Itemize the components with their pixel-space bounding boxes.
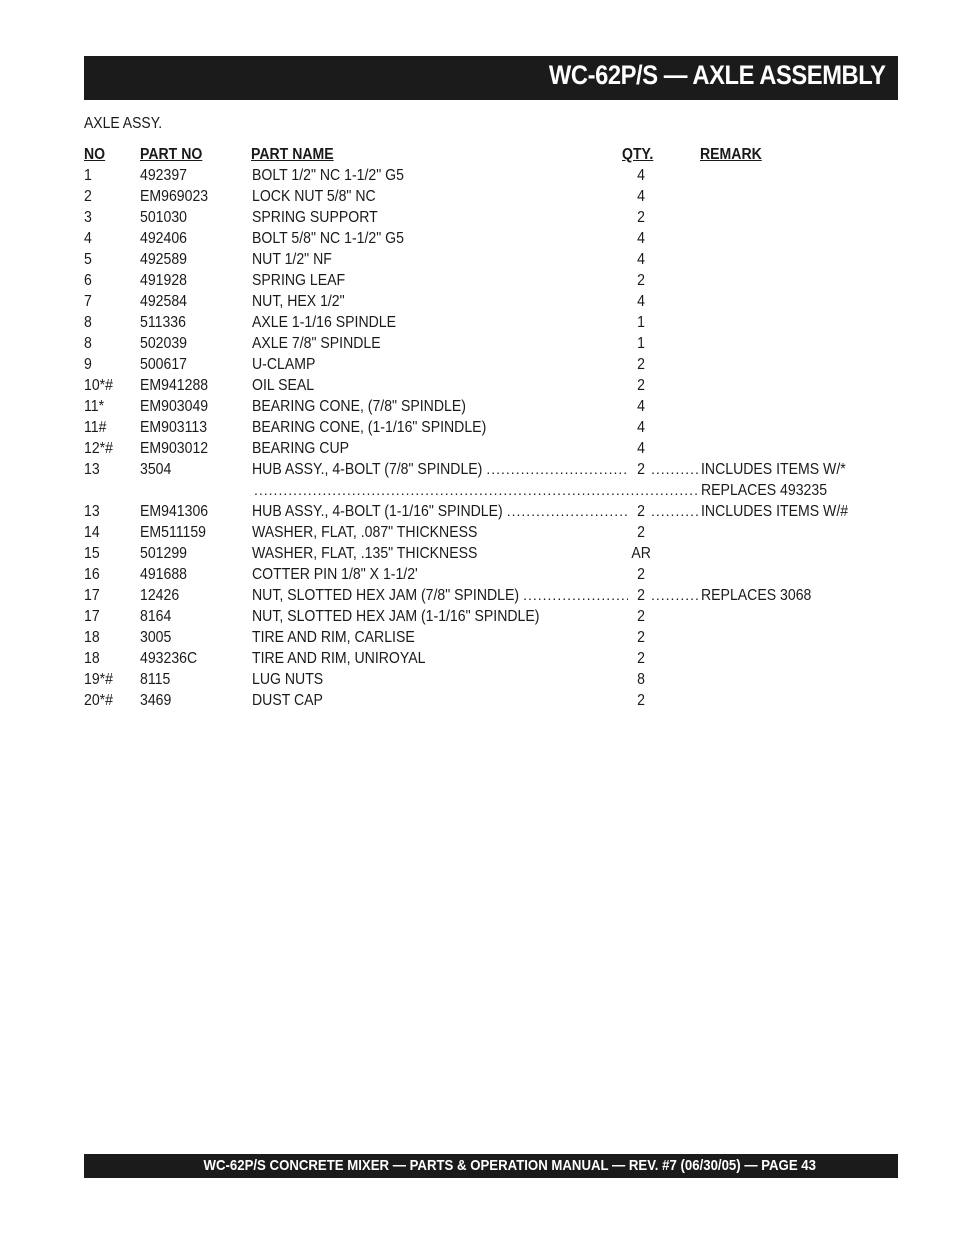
table-row [84, 543, 898, 564]
table-row [84, 480, 898, 501]
part-name: COTTER PIN 1/8" X 1-1/2' [252, 566, 418, 583]
part-no: EM969023 [140, 188, 209, 205]
part-no: 12426 [140, 587, 180, 604]
table-row [84, 396, 898, 417]
part-qty: 2 [637, 503, 645, 520]
part-no: 492589 [140, 251, 187, 268]
part-qty: 2 [637, 566, 645, 583]
part-no: 3469 [140, 692, 172, 709]
part-qty: 2 [637, 461, 645, 478]
footer-text: WC-62P/S CONCRETE MIXER — PARTS & OPERATION MANUAL — REV. #7 (06/30/05) — PAGE 43 [203, 1157, 816, 1174]
part-number-index: 4 [84, 230, 92, 247]
parts-table [84, 144, 898, 711]
dot-leader [486, 459, 628, 480]
table-row [84, 669, 898, 690]
part-qty: 2 [637, 272, 645, 289]
part-number-index: 17 [84, 608, 100, 625]
part-number-index: 5 [84, 251, 92, 268]
dot-leader [651, 501, 699, 522]
column-header-remark: REMARK [700, 146, 762, 163]
section-label: AXLE ASSY. [84, 115, 163, 132]
part-number-index: 15 [84, 545, 100, 562]
table-row [84, 648, 898, 669]
part-name: TIRE AND RIM, CARLISE [252, 629, 415, 646]
table-row [84, 249, 898, 270]
part-qty: 4 [637, 188, 645, 205]
part-qty: 4 [637, 440, 645, 457]
page-title: WC-62P/S — AXLE ASSEMBLY [549, 60, 886, 90]
part-name: HUB ASSY., 4-BOLT (7/8" SPINDLE) [252, 461, 483, 478]
part-number-index: 3 [84, 209, 92, 226]
part-no: 491928 [140, 272, 187, 289]
part-no: 3005 [140, 629, 172, 646]
table-row [84, 165, 898, 186]
part-qty: 4 [637, 398, 645, 415]
part-no: 8164 [140, 608, 172, 625]
part-name: OIL SEAL [252, 377, 315, 394]
part-number-index: 16 [84, 566, 100, 583]
table-row [84, 690, 898, 711]
part-no: 502039 [140, 335, 187, 352]
part-qty: 2 [637, 209, 645, 226]
part-name: NUT 1/2" NF [252, 251, 332, 268]
part-remark: INCLUDES ITEMS W/# [701, 503, 849, 520]
table-row [84, 522, 898, 543]
table-row [84, 207, 898, 228]
part-number-index: 10*# [84, 377, 113, 394]
part-number-index: 1 [84, 167, 92, 184]
table-header [84, 144, 898, 165]
table-row [84, 459, 898, 480]
table-row [84, 564, 898, 585]
part-qty: 2 [637, 629, 645, 646]
part-name: HUB ASSY., 4-BOLT (1-1/16" SPINDLE) [252, 503, 503, 520]
footer-bar [84, 1154, 898, 1178]
part-number-index: 18 [84, 629, 100, 646]
part-qty: 1 [637, 335, 645, 352]
part-no: 501030 [140, 209, 187, 226]
part-name: LUG NUTS [252, 671, 324, 688]
part-name: AXLE 7/8" SPINDLE [252, 335, 381, 352]
part-number-index: 19*# [84, 671, 113, 688]
part-name: BEARING CONE, (7/8" SPINDLE) [252, 398, 466, 415]
part-no: EM941288 [140, 377, 209, 394]
table-row [84, 312, 898, 333]
part-no: 501299 [140, 545, 187, 562]
part-number-index: 11# [84, 419, 107, 436]
part-qty: 4 [637, 167, 645, 184]
table-row [84, 333, 898, 354]
part-name: SPRING LEAF [252, 272, 346, 289]
part-qty: 8 [637, 671, 645, 688]
part-name: WASHER, FLAT, .087" THICKNESS [252, 524, 478, 541]
table-row [84, 354, 898, 375]
part-qty: 4 [637, 293, 645, 310]
part-no: EM903113 [140, 419, 208, 436]
part-no: 491688 [140, 566, 187, 583]
part-number-index: 20*# [84, 692, 113, 709]
part-name: U-CLAMP [252, 356, 316, 373]
part-name: LOCK NUT 5/8" NC [252, 188, 376, 205]
dot-leader [254, 480, 699, 501]
table-row [84, 438, 898, 459]
part-name: SPRING SUPPORT [252, 209, 378, 226]
part-number-index: 17 [84, 587, 100, 604]
part-number-index: 11* [84, 398, 105, 415]
part-number-index: 14 [84, 524, 100, 541]
part-no: 3504 [140, 461, 172, 478]
dot-leader [651, 585, 699, 606]
part-no: EM903012 [140, 440, 209, 457]
part-qty: 2 [637, 650, 645, 667]
part-name: NUT, HEX 1/2" [252, 293, 345, 310]
table-row [84, 606, 898, 627]
part-qty: 2 [637, 356, 645, 373]
part-no: EM941306 [140, 503, 209, 520]
part-qty: 4 [637, 419, 645, 436]
table-row [84, 375, 898, 396]
table-row [84, 417, 898, 438]
dot-leader [651, 459, 699, 480]
table-row [84, 585, 898, 606]
column-header-no: NO [84, 146, 106, 163]
part-name: WASHER, FLAT, .135" THICKNESS [252, 545, 478, 562]
part-no: 511336 [140, 314, 186, 331]
part-name: BOLT 1/2" NC 1-1/2" G5 [252, 167, 404, 184]
table-row [84, 501, 898, 522]
part-qty: 2 [637, 608, 645, 625]
part-no: EM903049 [140, 398, 209, 415]
part-qty: 4 [637, 230, 645, 247]
part-number-index: 13 [84, 503, 100, 520]
dot-leader [523, 585, 628, 606]
part-remark: REPLACES 493235 [701, 482, 828, 499]
part-number-index: 6 [84, 272, 92, 289]
table-row [84, 186, 898, 207]
part-remark: REPLACES 3068 [701, 587, 812, 604]
part-number-index: 9 [84, 356, 92, 373]
part-number-index: 13 [84, 461, 100, 478]
part-name: BEARING CUP [252, 440, 350, 457]
part-qty: 4 [637, 251, 645, 268]
part-name: BOLT 5/8" NC 1-1/2" G5 [252, 230, 404, 247]
table-row [84, 291, 898, 312]
title-bar [84, 56, 898, 100]
part-no: 492584 [140, 293, 187, 310]
part-name: NUT, SLOTTED HEX JAM (1-1/16" SPINDLE) [252, 608, 540, 625]
part-number-index: 8 [84, 314, 92, 331]
part-name: AXLE 1-1/16 SPINDLE [252, 314, 397, 331]
part-number-index: 18 [84, 650, 100, 667]
table-row [84, 228, 898, 249]
part-no: EM511159 [140, 524, 207, 541]
column-header-part-name: PART NAME [251, 146, 334, 163]
part-name: BEARING CONE, (1-1/16" SPINDLE) [252, 419, 487, 436]
part-name: DUST CAP [252, 692, 323, 709]
part-number-index: 8 [84, 335, 92, 352]
part-no: 8115 [140, 671, 171, 688]
part-no: 492406 [140, 230, 187, 247]
part-qty: 2 [637, 377, 645, 394]
column-header-qty: QTY. [622, 146, 654, 163]
part-qty: 1 [637, 314, 645, 331]
part-no: 500617 [140, 356, 187, 373]
part-no: 493236C [140, 650, 198, 667]
part-qty: 2 [637, 587, 645, 604]
part-qty: 2 [637, 524, 645, 541]
part-remark: INCLUDES ITEMS W/* [701, 461, 846, 478]
part-number-index: 12*# [84, 440, 113, 457]
table-row [84, 270, 898, 291]
column-header-part-no: PART NO [140, 146, 203, 163]
dot-leader [507, 501, 628, 522]
part-no: 492397 [140, 167, 187, 184]
table-row [84, 627, 898, 648]
part-number-index: 2 [84, 188, 92, 205]
part-number-index: 7 [84, 293, 92, 310]
part-name: TIRE AND RIM, UNIROYAL [252, 650, 426, 667]
part-name: NUT, SLOTTED HEX JAM (7/8" SPINDLE) [252, 587, 520, 604]
part-qty: 2 [637, 692, 645, 709]
part-qty: AR [631, 545, 651, 562]
